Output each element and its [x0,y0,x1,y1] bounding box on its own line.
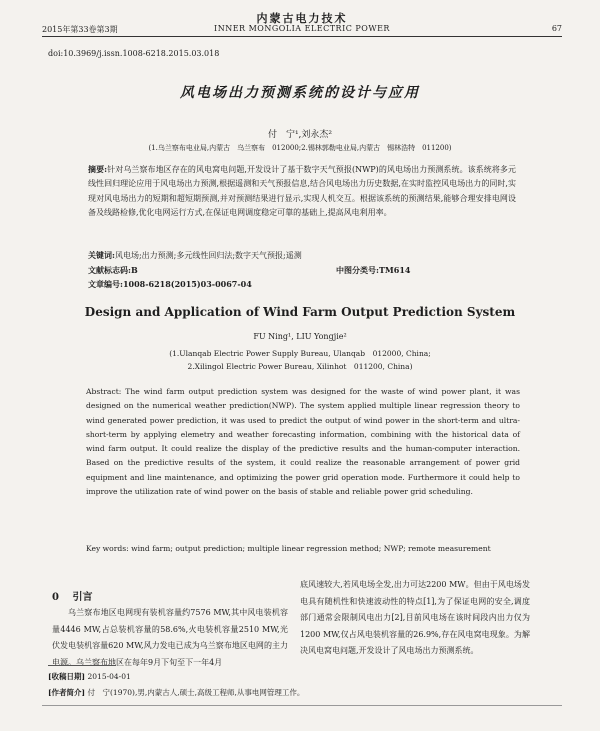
bio-text: 付 宁(1970),男,内蒙古人,硕士,高级工程师,从事电网管理工作。 [87,688,305,697]
footnote-received [48,671,131,682]
authors-en: FU Ning¹, LIU Yongjie² [253,332,347,341]
received-date: 2015-04-01 [87,672,131,681]
keywords-en [86,542,520,556]
title-cn: 风电场出力预测系统的设计与应用 [180,85,420,101]
title-en: Design and Application of Wind Farm Output Prediction System [84,305,516,319]
body-text-right-column: 底风速较大,若风电场全发,出力可达2200 MW。但由于风电场发电具有随机性和快速波动性的特点[1],为了保证电网的安全,调度部门通常会限制风电出力[2],目前风电场在该时间段内出力仅为1200 MW,仅占风电装机容量的26.9%,存在风电窝电现象。为解决风电窝电问题,开发设计了风电场出力预测系统。 [300,580,530,655]
meta-row-2 [88,279,516,290]
footnote-author-bio [48,687,304,698]
abstract-cn-label: 摘要: [88,164,108,174]
abstract-en-text: The wind farm output prediction system was designed for the waste of wind power plant, it was designed on the numerical weather prediction(NWP). The system applied multiple linear regression theory to wind generated power prediction, it was used to predict the output of wind power in the short-term and ultra-short-term by applying elemetry and weather forecasting information, combining with the historical data of wind farm output. It could realize the display of the predictive results and the human-computer interaction. Based on the predictive results of the system, it could realize the reasonable arrangement of power grid equipment and line maintenance, and optimizing the power grid operation mode. Furthermore it could help to improve the utilization rate of wind power on the basis of stable and reliable power grid scheduling. [86,387,520,497]
abstract-cn [88,162,516,220]
section-number: 0 [52,592,59,603]
article-number: 文章编号:1008-6218(2015)03-0067-04 [88,279,252,289]
bottom-divider [42,705,562,706]
running-header [42,8,562,37]
received-label: [收稿日期] [48,672,86,681]
keywords-cn-label: 关键词: [88,250,115,260]
section-heading [52,588,92,603]
section-title: 引言 [72,592,93,603]
authors-cn: 付 宁¹,刘永杰² [267,130,333,140]
abstract-en-label: Abstract: [86,387,122,396]
affiliation-en-1: (1.Ulanqab Electric Power Supply Bureau, Ulanqab 012000, China; [169,349,431,358]
journal-name-cn: 内蒙古电力技术 [256,12,348,25]
affiliation-en-2: 2.Xilingol Electric Power Bureau, Xilinhot 011200, China) [187,362,413,371]
meta-row-1 [88,265,516,276]
abstract-en [86,385,520,499]
doi: doi:10.3969/j.issn.1008-6218.2015.03.018 [48,49,220,58]
keywords-en-text: wind farm; output prediction; multiple linear regression method; NWP; remote measurement [131,544,491,553]
journal-name-en: INNER MONGOLIA ELECTRIC POWER [214,24,390,33]
doc-code: 文献标志码:B [88,265,138,275]
abstract-cn-text: 针对乌兰察布地区存在的风电窝电问题,开发设计了基于数字天气预报(NWP)的风电场出力预测系统。该系统将多元线性回归理论应用于风电场出力预测,根据遥测和天气预报信息,结合风电场出力历史数据,在实时监控风电场出力的同时,实现对风电场出力的短期和超短期预测,并对预测结果进行显示,实现人机交互。根据该系统的预测结果,能够合理安排电网设备及线路检修,优化电网运行方式,在保证电网调度稳定可靠的基础上,提高风电利用率。 [88,165,517,217]
class-number: 中图分类号:TM614 [336,265,411,275]
volume-issue: 2015年第33卷第3期 [42,25,118,34]
page-number: 67 [551,24,562,33]
affiliation-cn: (1.乌兰察布电业局,内蒙古 乌兰察布 012000;2.锡林郭勒电业局,内蒙古 锡林浩特 011200) [148,144,452,152]
keywords-cn-text: 风电场;出力预测;多元线性回归法;数字天气预报;遥测 [114,251,302,260]
footnote-divider [48,665,116,666]
keywords-en-label: Key words: [86,544,129,553]
body-text-left-column: 乌兰察布地区电网现有装机容量约7576 MW,其中风电装机容量4446 MW,占总装机容量的58.6%,火电装机容量2510 MW,光伏发电装机容量620 MW,风力发电已成为乌兰察布地区电网的主力电源。乌兰察布地区在每年9月下旬至下一年4月 [52,608,288,667]
bio-label: [作者简介] [48,688,86,697]
keywords-cn [88,250,516,261]
